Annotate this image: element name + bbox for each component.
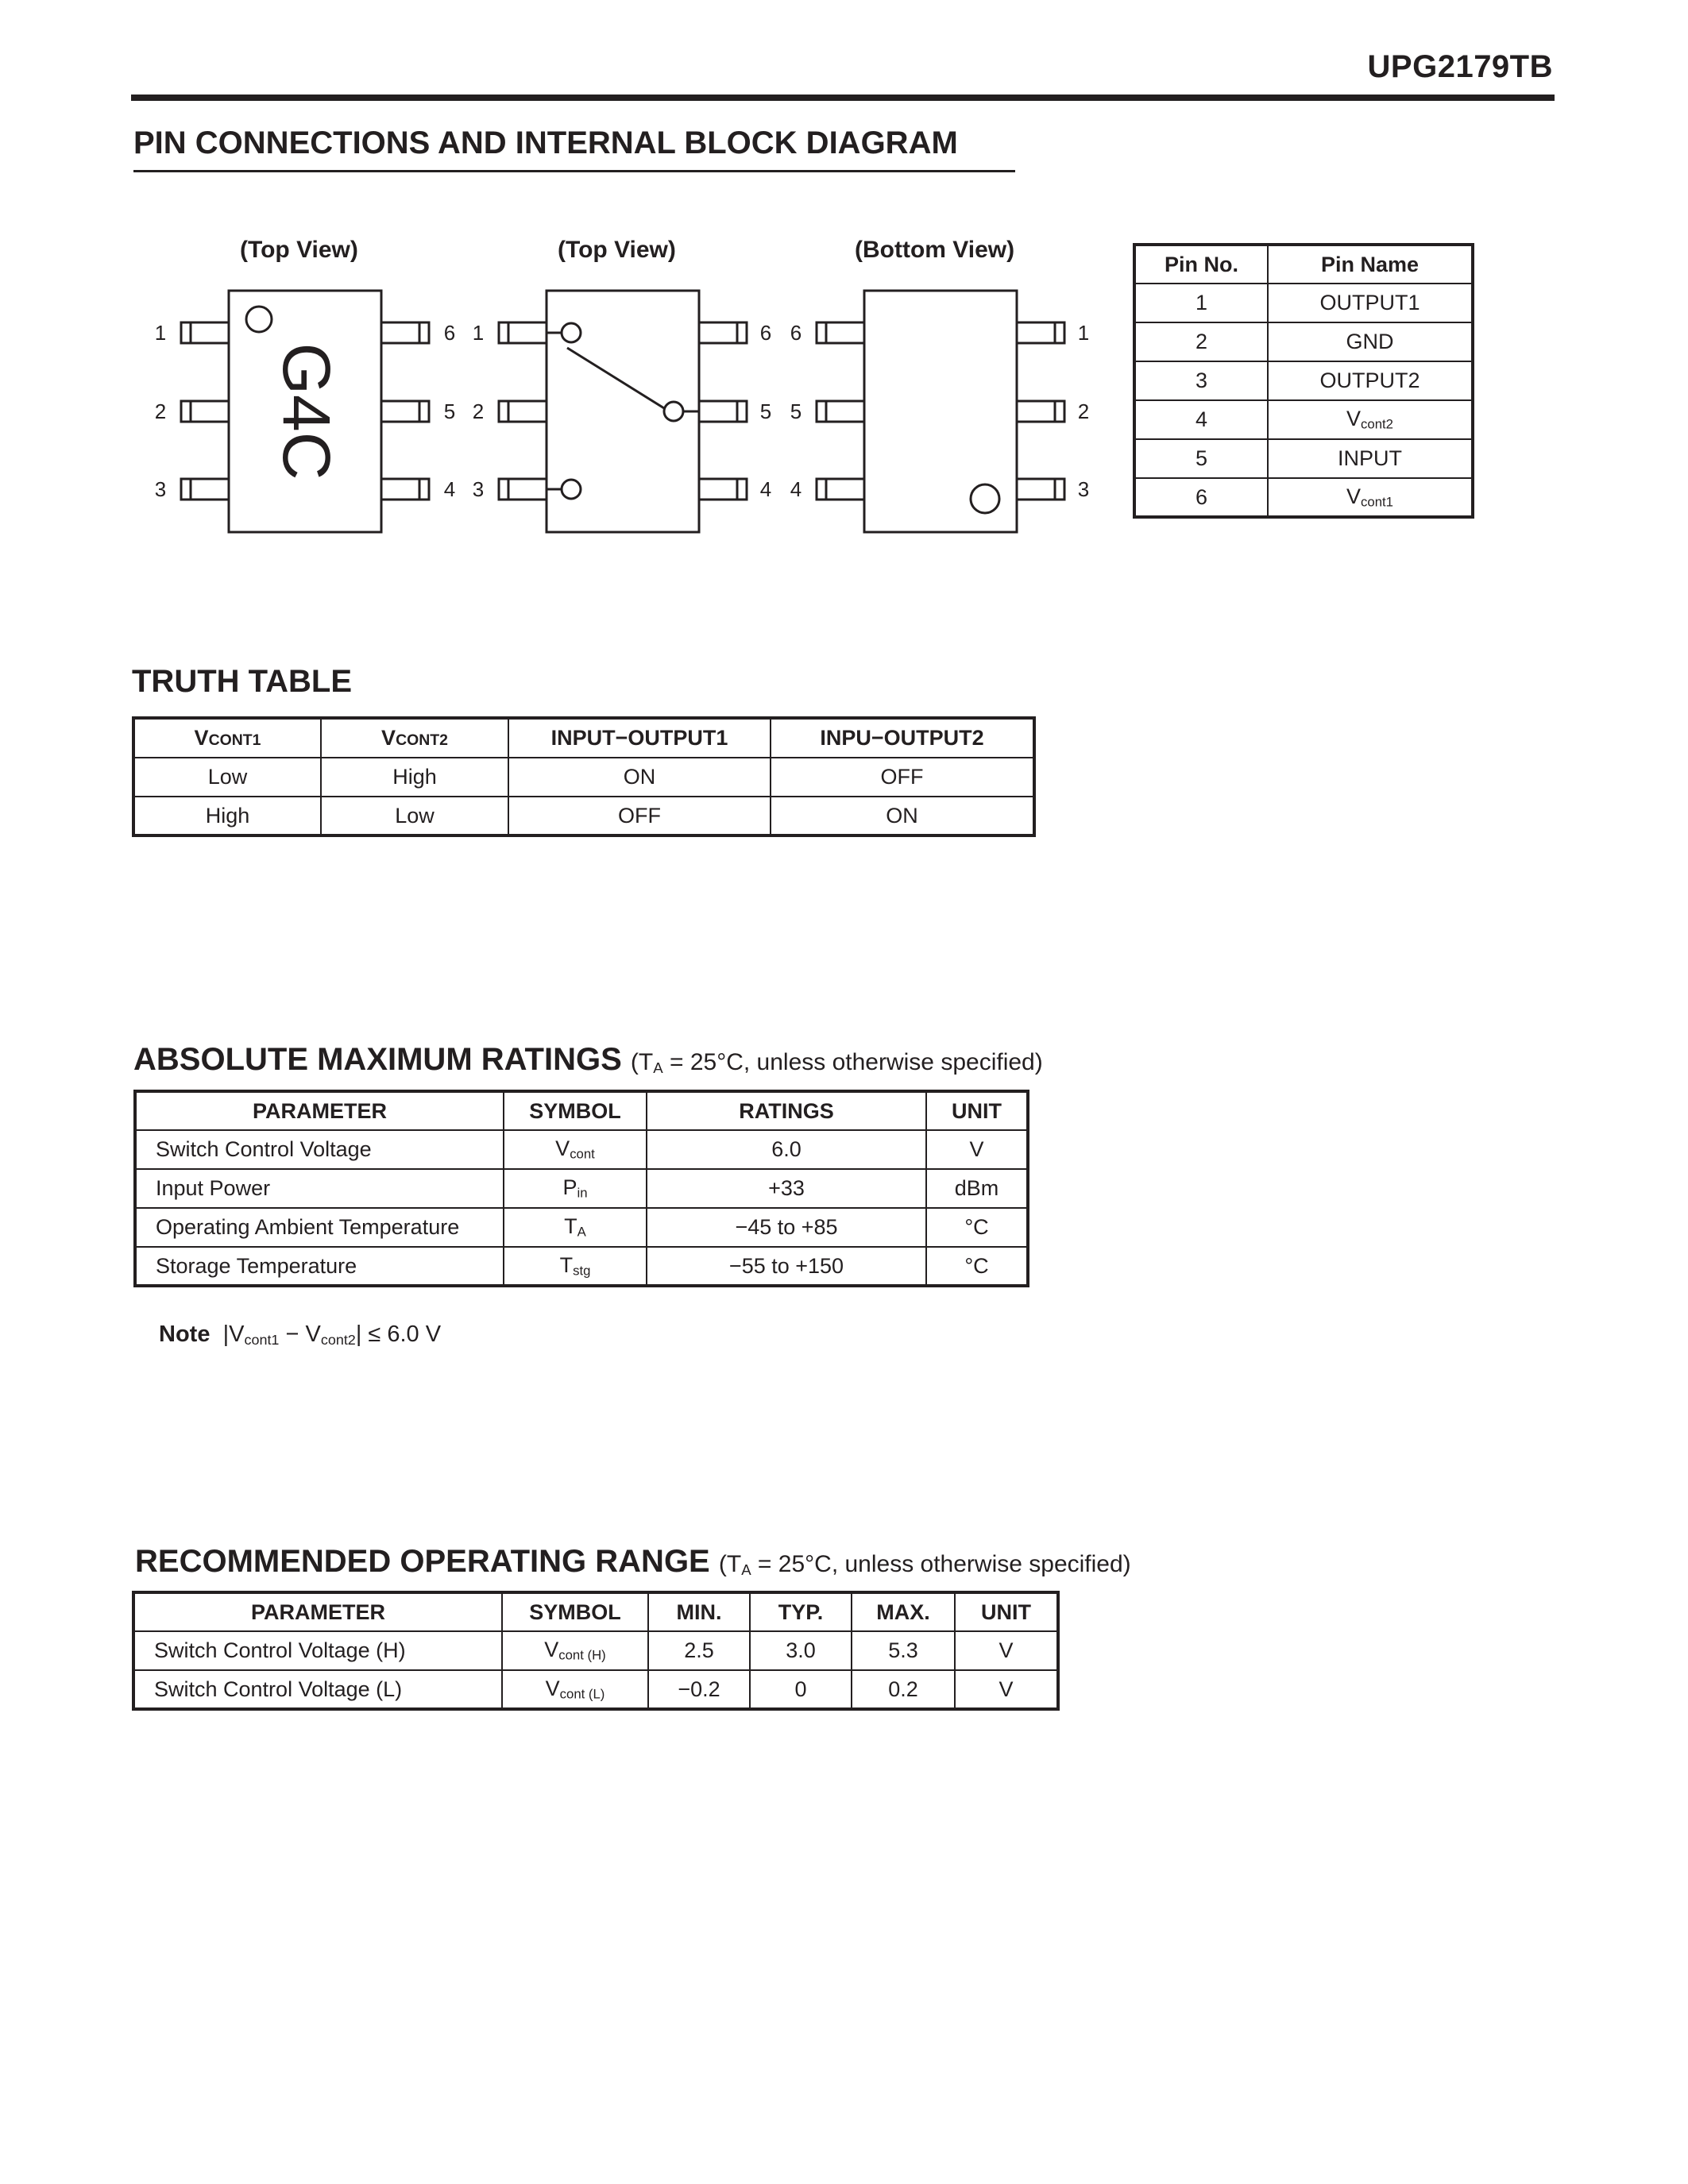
table-row (1134, 400, 1473, 439)
table-row (135, 1130, 1028, 1169)
symbol-cell: $P_{in}$ (504, 1169, 647, 1208)
pin-label: 5 (790, 399, 802, 423)
title-underline (133, 170, 1015, 172)
table-cell: High (321, 758, 508, 797)
pin-name: $V_{cont2}$ (1268, 400, 1473, 439)
pin-label: 6 (759, 321, 772, 345)
truth-table (132, 716, 1036, 837)
unit-cell: °C (926, 1247, 1028, 1286)
table-row (1134, 478, 1473, 517)
pin-name: OUTPUT1 (1268, 284, 1473, 322)
pin-no: 3 (1134, 361, 1268, 400)
table-row (133, 1670, 1058, 1709)
table-cell: ON (508, 758, 771, 797)
pin-diagram (143, 278, 1112, 540)
symbol-cell: $V_{cont}$ (504, 1130, 647, 1169)
pin-label: 4 (790, 477, 802, 501)
note-label: Note (159, 1322, 211, 1347)
pin-name: $V_{cont1}$ (1268, 478, 1473, 517)
abs-max-header (135, 1091, 1028, 1130)
symbol-cell: $T_A$ (504, 1208, 647, 1247)
symbol-header: SYMBOL (504, 1091, 647, 1130)
rec-range-table (132, 1591, 1060, 1711)
table-row (1134, 284, 1473, 322)
typ-header: TYP. (750, 1592, 852, 1631)
unit-cell: V (926, 1130, 1028, 1169)
view3-left-leads (817, 322, 864, 500)
pin-label: 2 (154, 399, 167, 423)
table-row (1134, 322, 1473, 361)
symbol-header: SYMBOL (502, 1592, 648, 1631)
pin-label: 1 (154, 321, 167, 345)
pin-label: 4 (443, 477, 456, 501)
pin-name: GND (1268, 322, 1473, 361)
table-row (133, 797, 1034, 835)
pin-label: 3 (1077, 477, 1090, 501)
table-row (135, 1247, 1028, 1286)
parameter-cell: Switch Control Voltage (L) (133, 1670, 502, 1709)
pin-section-title: PIN CONNECTIONS AND INTERNAL BLOCK DIAGRAM (133, 125, 958, 160)
pin-no: 6 (1134, 478, 1268, 517)
unit-cell: V (955, 1631, 1058, 1670)
view1-left-leads (181, 322, 229, 500)
pin-label: 3 (154, 477, 167, 501)
pin-table-header (1134, 245, 1473, 284)
table-row (1134, 439, 1473, 478)
typ-cell: 0 (750, 1670, 852, 1709)
table-cell: Low (321, 797, 508, 835)
view3-label: (Bottom View) (855, 237, 1015, 263)
table-cell: ON (771, 797, 1034, 835)
pin1-marker-bottom-icon (971, 484, 999, 513)
min-header: MIN. (648, 1592, 750, 1631)
max-header: MAX. (852, 1592, 955, 1631)
pin1-marker-icon (246, 307, 272, 332)
rating-cell: −55 to +150 (647, 1247, 926, 1286)
parameter-header: PARAMETER (133, 1592, 502, 1631)
pin-no-header: Pin No. (1134, 245, 1268, 284)
min-cell: 2.5 (648, 1631, 750, 1670)
pin-label: 5 (759, 399, 772, 423)
abs-max-conditions: ($T_A = 25^\circ C$, unless otherwise specified) (630, 1049, 1043, 1077)
unit-cell: °C (926, 1208, 1028, 1247)
pin-no: 1 (1134, 284, 1268, 322)
parameter-cell: Switch Control Voltage (135, 1130, 504, 1169)
vcont2-header: VCONT2 (321, 718, 508, 758)
view2-left-leads (499, 322, 547, 500)
pin-name-header: Pin Name (1268, 245, 1473, 284)
table-cell: High (133, 797, 321, 835)
rating-cell: 6.0 (647, 1130, 926, 1169)
part-number: UPG2179TB (1367, 49, 1553, 84)
pin-label: 1 (1077, 321, 1090, 345)
pin-label: 3 (472, 477, 485, 501)
rec-range-title: RECOMMENDED OPERATING RANGE ($T_A = 25^\circ C$, unless otherwise specified) (135, 1544, 1131, 1579)
pin-label: 6 (790, 321, 802, 345)
input-output2-header: INPU−OUTPUT2 (771, 718, 1034, 758)
abs-max-table (133, 1090, 1029, 1287)
rating-cell: −45 to +85 (647, 1208, 926, 1247)
pin-label: 2 (1077, 399, 1090, 423)
table-cell: OFF (508, 797, 771, 835)
view1-label: (Top View) (240, 237, 358, 263)
ratings-note: Note $|V_{cont1} - V_{cont2}| \le 6.0$ V (159, 1322, 442, 1348)
unit-header: UNIT (955, 1592, 1058, 1631)
pin-label: 6 (443, 321, 456, 345)
pin-label: 4 (759, 477, 772, 501)
max-cell: 0.2 (852, 1670, 955, 1709)
spdt-switch-diagram (547, 323, 699, 499)
parameter-cell: Storage Temperature (135, 1247, 504, 1286)
vcont1-header: VCONT1 (133, 718, 321, 758)
pin-no: 2 (1134, 322, 1268, 361)
unit-cell: V (955, 1670, 1058, 1709)
symbol-cell: $V_{cont (L)}$ (502, 1670, 648, 1709)
pin-no: 4 (1134, 400, 1268, 439)
header-rule (131, 95, 1555, 101)
pin-name: INPUT (1268, 439, 1473, 478)
typ-cell: 3.0 (750, 1631, 852, 1670)
ratings-header: RATINGS (647, 1091, 926, 1130)
rec-range-conditions: ($T_A = 25^\circ C$, unless otherwise specified) (718, 1551, 1131, 1579)
table-cell: Low (133, 758, 321, 797)
table-row (133, 758, 1034, 797)
package-marking: G4C (269, 342, 344, 480)
parameter-cell: Switch Control Voltage (H) (133, 1631, 502, 1670)
parameter-header: PARAMETER (135, 1091, 504, 1130)
table-row (135, 1169, 1028, 1208)
pin-label: 5 (443, 399, 456, 423)
max-cell: 5.3 (852, 1631, 955, 1670)
view1-right-leads (381, 322, 429, 500)
rating-cell: +33 (647, 1169, 926, 1208)
package-body-bottom-view (864, 291, 1017, 532)
view3-right-leads (1017, 322, 1064, 500)
pin-name: OUTPUT2 (1268, 361, 1473, 400)
table-row (135, 1208, 1028, 1247)
truth-table-title: TRUTH TABLE (132, 664, 352, 699)
unit-header: UNIT (926, 1091, 1028, 1130)
min-cell: −0.2 (648, 1670, 750, 1709)
pin-table (1133, 243, 1474, 519)
symbol-cell: $V_{cont (H)}$ (502, 1631, 648, 1670)
view2-right-leads (699, 322, 747, 500)
rec-range-header (133, 1592, 1058, 1631)
parameter-cell: Input Power (135, 1169, 504, 1208)
pin-label: 2 (472, 399, 485, 423)
symbol-cell: $T_{stg}$ (504, 1247, 647, 1286)
input-output1-header: INPUT−OUTPUT1 (508, 718, 771, 758)
table-row (1134, 361, 1473, 400)
unit-cell: dBm (926, 1169, 1028, 1208)
table-row (133, 1631, 1058, 1670)
truth-table-header (133, 718, 1034, 758)
table-cell: OFF (771, 758, 1034, 797)
parameter-cell: Operating Ambient Temperature (135, 1208, 504, 1247)
pin-label: 1 (472, 321, 485, 345)
abs-max-title: ABSOLUTE MAXIMUM RATINGS ($T_A = 25^\circ C$, unless otherwise specified) (133, 1042, 1043, 1077)
view2-label: (Top View) (558, 237, 676, 263)
pin-no: 5 (1134, 439, 1268, 478)
